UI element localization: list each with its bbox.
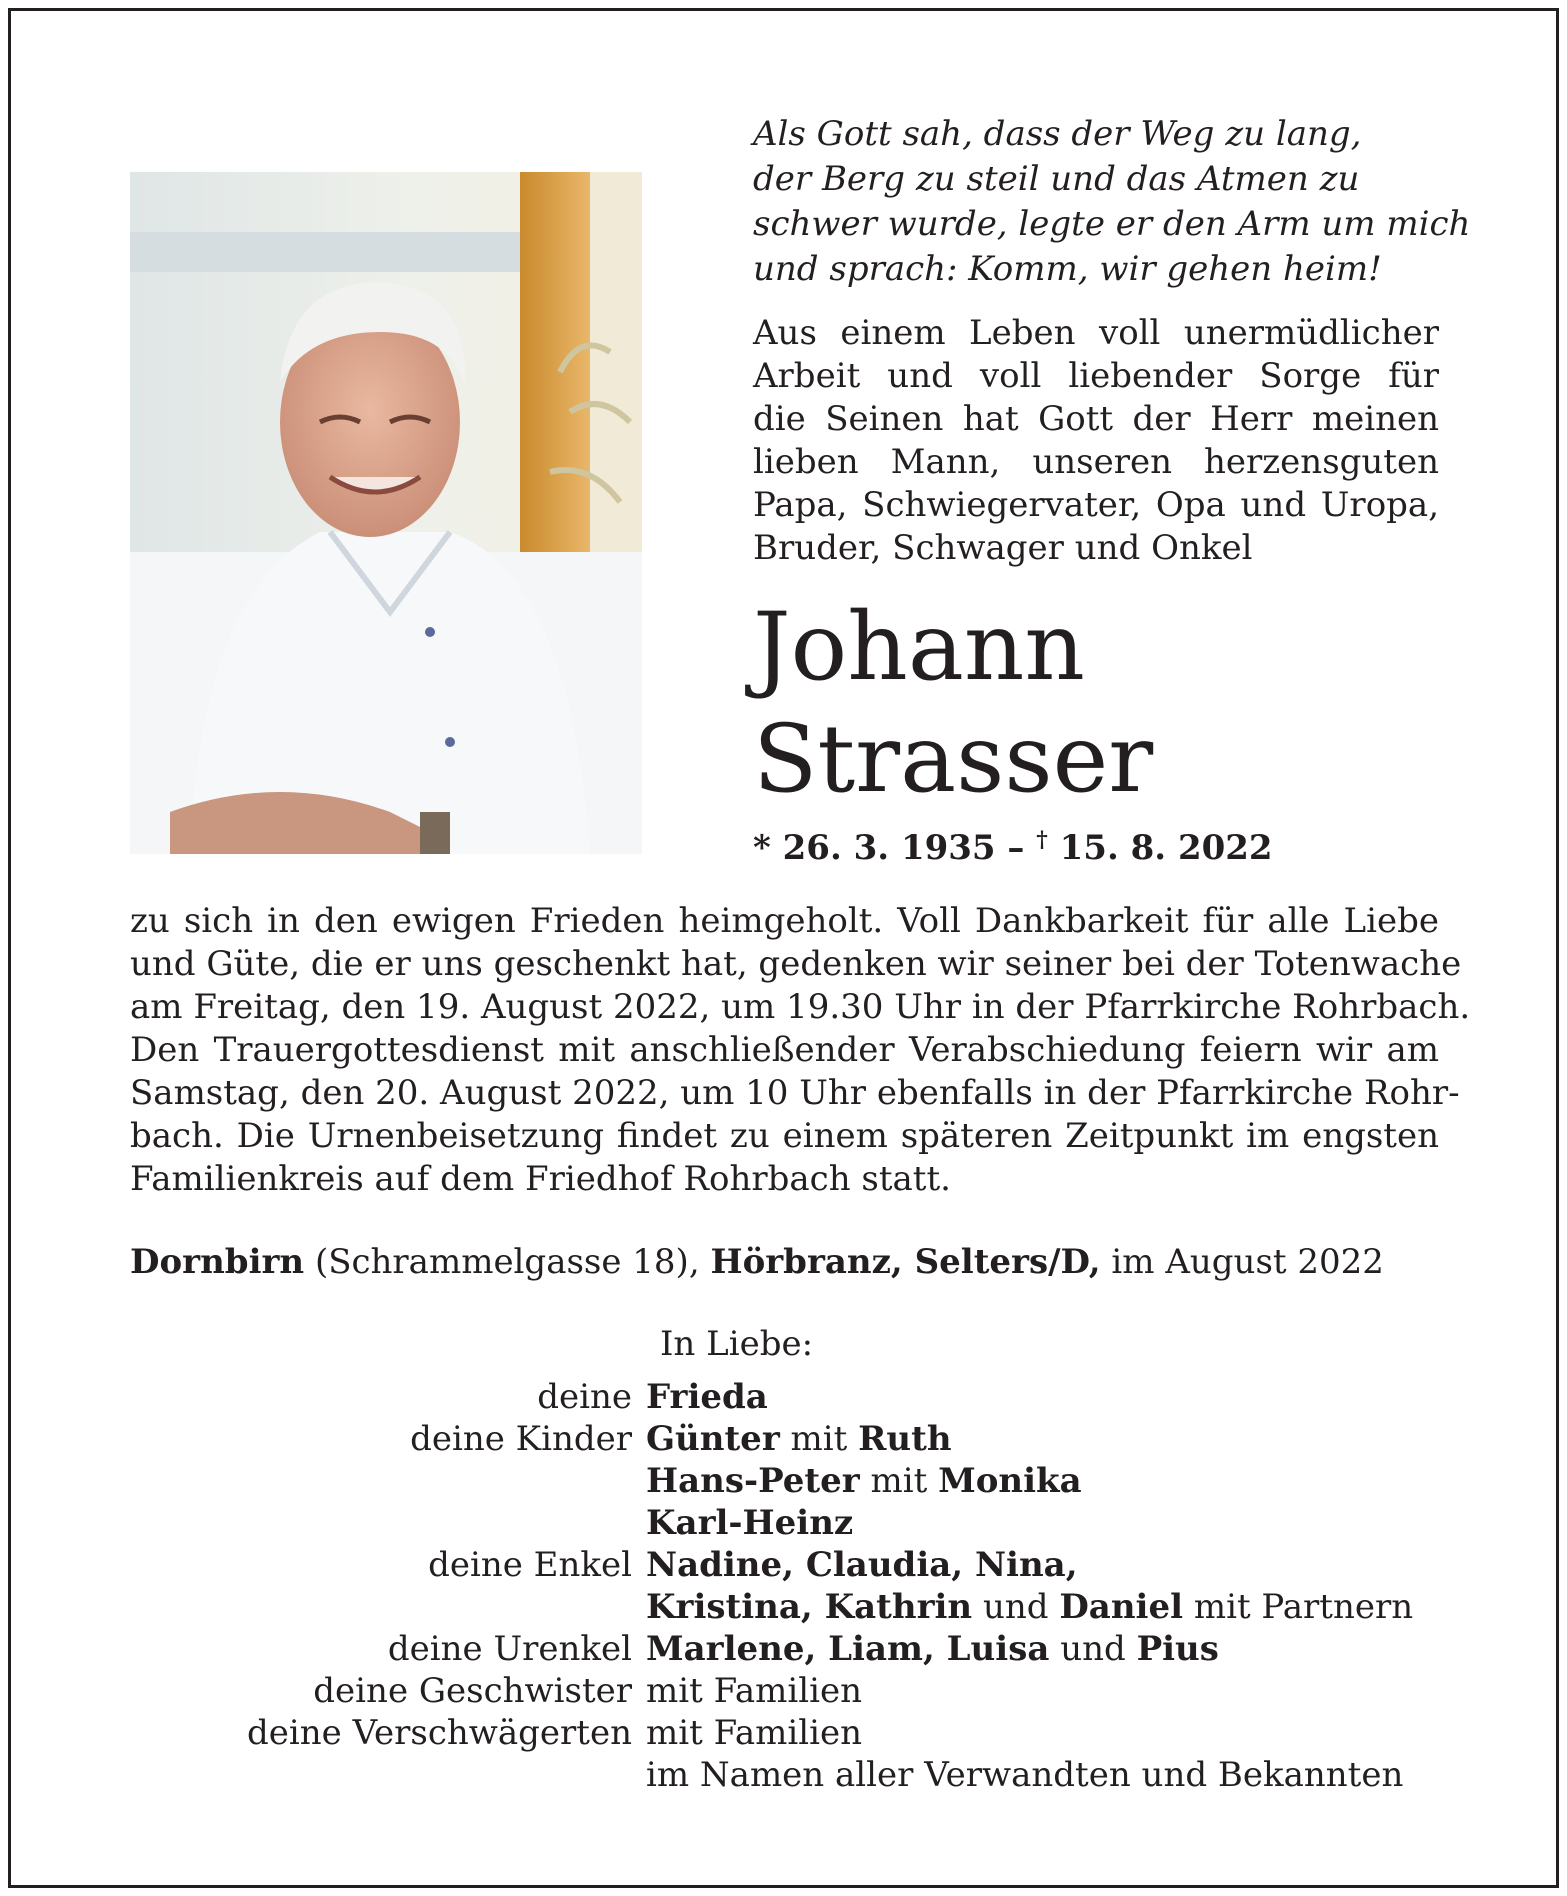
mourner-note: mit Familien [646,1671,863,1711]
mourner-name: Ruth [858,1419,952,1459]
intro-line: Papa, Schwiegervater, Opa und Uropa, [753,485,1439,525]
poem-line: Als Gott sah, dass der Weg zu lang, [753,114,1362,154]
body-line: bach. Die Urnenbeisetzung findet zu einem späteren Zeitpunkt im engsten [130,1116,1439,1156]
mourner-label: deine Geschwister [313,1671,632,1711]
mourner-name: Kristina, Kathrin [646,1587,973,1627]
mourner-conjunction: und [1060,1629,1126,1669]
poem-line: schwer wurde, legte er den Arm um mich [753,204,1471,244]
mourner-note: mit Partnern [1193,1587,1414,1627]
intro-paragraph [753,312,1439,570]
poem-line: der Berg zu steil und das Atmen zu [753,159,1360,199]
death-date: 15. 8. 2022 [1059,828,1273,868]
mourner-note: mit Familien [646,1713,863,1753]
mourner-row [130,1376,1450,1418]
mourner-name: Pius [1136,1629,1219,1669]
mourner-label [130,1586,646,1628]
mourner-name: Hans-Peter [646,1461,860,1501]
mourner-label [130,1502,646,1544]
in-liebe-heading: In Liebe: [660,1324,814,1364]
body-line: Familienkreis auf dem Friedhof Rohrbach statt. [130,1159,951,1199]
mourner-name: Frieda [646,1377,768,1417]
mourner-label: deine Verschwägerten [247,1713,632,1753]
mourner-conjunction: mit [870,1461,928,1501]
mourner-row [130,1628,1450,1670]
intro-line: Bruder, Schwager und Onkel [753,528,1253,568]
mourner-name: Karl-Heinz [646,1503,854,1543]
deceased-name [753,592,1153,816]
intro-line: Aus einem Leben voll unermüdlicher [753,313,1439,353]
mourner-name: Daniel [1059,1587,1184,1627]
mourner-row [130,1754,1450,1796]
poem [753,112,1473,292]
first-name: Johann [753,593,1085,702]
mourner-label [130,1460,646,1502]
body-line: am Freitag, den 19. August 2022, um 19.30 Uhr in der Pfarrkirche Rohrbach. [130,987,1471,1027]
mourner-label: deine [537,1377,632,1417]
mourner-label: deine Kinder [410,1419,632,1459]
place-city: Dornbirn [130,1242,305,1282]
intro-line: die Seinen hat Gott der Herr meinen [753,399,1439,439]
body-paragraph [130,900,1471,1201]
mourner-name: Günter [646,1419,780,1459]
portrait-photo [130,172,642,854]
mourner-note: im Namen aller Verwandten und Bekannten [646,1755,1404,1795]
mourner-row [130,1418,1450,1460]
intro-line: lieben Mann, unseren herzensguten [753,442,1439,482]
mourner-row [130,1712,1450,1754]
mourner-name: Nadine, Claudia, Nina, [646,1545,1078,1585]
mourner-name: Marlene, Liam, Luisa [646,1629,1050,1669]
birth-date: 26. 3. 1935 [782,828,996,868]
mourners-list [130,1376,1450,1796]
mourner-conjunction: und [982,1587,1049,1627]
death-symbol: † [1036,827,1048,853]
place-others: Hörbranz, Selters/D, [710,1242,1101,1282]
mourner-label: deine Urenkel [387,1629,632,1669]
place-and-date [130,1240,1384,1284]
date-separator: – [1007,828,1025,868]
mourner-row [130,1460,1450,1502]
mourner-name: Monika [938,1461,1082,1501]
body-line: und Güte, die er uns geschenkt hat, gedenken wir seiner bei der Totenwache [130,944,1462,984]
mourner-row [130,1502,1450,1544]
body-line: Den Trauergottesdienst mit anschließender Verabschiedung feiern wir am [130,1030,1439,1070]
body-line: Samstag, den 20. August 2022, um 10 Uhr ebenfalls in der Pfarrkirche Rohr- [130,1073,1460,1113]
body-line: zu sich in den ewigen Frieden heimgeholt. Voll Dankbarkeit für alle Liebe [130,901,1439,941]
poem-line: und sprach: Komm, wir gehen heim! [753,249,1382,289]
mourner-conjunction: mit [790,1419,848,1459]
intro-line: Arbeit und voll liebender Sorge für [753,356,1439,396]
mourner-row [130,1586,1450,1628]
mourner-label: deine Enkel [428,1545,632,1585]
mourner-row [130,1544,1450,1586]
last-name: Strasser [753,705,1154,814]
place-address: (Schrammelgasse 18), [314,1242,700,1282]
mourner-row [130,1670,1450,1712]
life-dates [753,818,1273,870]
mourner-label [130,1754,646,1796]
place-date: im August 2022 [1111,1242,1384,1282]
birth-symbol: * [753,828,771,868]
